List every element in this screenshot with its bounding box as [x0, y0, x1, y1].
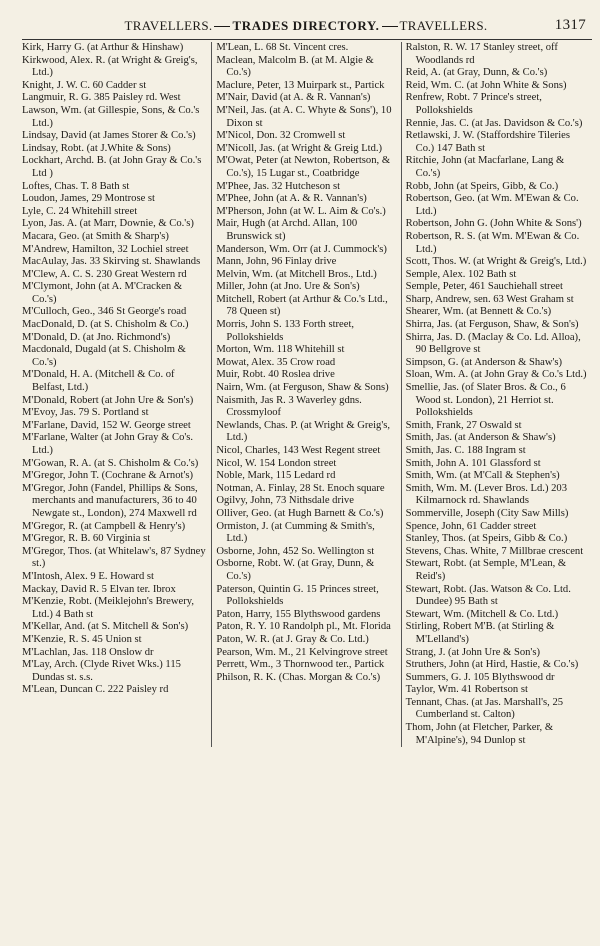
directory-entry: Macdonald, Dugald (at S. Chisholm & Co.'s): [22, 344, 189, 368]
page-number: 1317: [554, 17, 586, 33]
directory-entry: Ogilvy, John, 73 Nithsdale drive: [216, 495, 354, 507]
directory-entry: M'Pherson, John (at W. L. Aim & Co's.): [216, 205, 386, 217]
directory-entry: M'Farlane, David, 152 W. George street: [22, 419, 191, 431]
directory-entry: Stanley, Thos. (at Speirs, Gibb & Co.): [405, 533, 568, 545]
directory-entry: M'Nair, David (at A. & R. Vannan's): [216, 92, 371, 104]
directory-entry: MacDonald, D. (at S. Chisholm & Co.): [22, 319, 189, 331]
directory-entry: Robb, John (at Speirs, Gibb, & Co.): [405, 180, 559, 192]
directory-entry: Smith, Frank, 27 Oswald st: [405, 419, 522, 431]
directory-entry: Smith, Wm. (at M'Call & Stephen's): [405, 470, 560, 482]
directory-entry: Stewart, Robt. (at Semple, M'Lean, & Reid's): [405, 558, 569, 582]
directory-entry: Stirling, Robert M'B. (at Stirling & M'Lelland's): [405, 621, 558, 645]
header-right-title: TRAVELLERS.: [399, 18, 488, 33]
directory-entry: Knight, J. W. C. 60 Cadder st: [22, 79, 147, 91]
directory-entry: Mitchell, Robert (at Arthur & Co.'s Ltd., 78 Queen st): [216, 293, 391, 318]
directory-entry: M'Gowan, R. A. (at S. Chisholm & Co.'s): [22, 457, 199, 469]
directory-entry: Smellie, Jas. (of Slater Bros. & Co., 6 Wood st. London), 21 Herriot st. Pollokshields: [405, 382, 569, 419]
directory-entry: Olliver, Geo. (at Hugh Barnett & Co.'s): [216, 507, 384, 519]
directory-entry: Robertson, John G. (John White & Sons'): [405, 218, 582, 230]
directory-entry: Osborne, John, 452 So. Wellington st: [216, 545, 375, 557]
directory-entry: M'Intosh, Alex. 9 E. Howard st: [22, 570, 154, 582]
directory-entry: Robertson, R. S. (at Wm. M'Ewan & Co. Ltd.): [405, 230, 582, 255]
directory-entry: Paterson, Quintin G. 15 Princes street, Pollokshields: [216, 583, 382, 608]
directory-entry: Nairn, Wm. (at Ferguson, Shaw & Sons): [216, 382, 389, 394]
directory-entry: Reid, Wm. C. (at John White & Sons): [405, 79, 567, 91]
directory-entry: Osborne, Robt. W. (at Gray, Dunn, & Co.'s): [216, 558, 377, 582]
header-rule: [22, 39, 592, 40]
directory-entry: Paton, R. Y. 10 Randolph pl., Mt. Florida: [216, 621, 391, 633]
directory-entry: Langmuir, R. G. 385 Paisley rd. West: [22, 92, 181, 104]
directory-entry: Struthers, John (at Hird, Hastie, & Co.'s): [405, 659, 579, 671]
directory-entry: Strang, J. (at John Ure & Son's): [405, 646, 540, 658]
directory-entry: Noble, Mark, 115 Ledard rd: [216, 470, 336, 482]
directory-entry: Taylor, Wm. 41 Robertson st: [405, 684, 528, 696]
directory-entry: Scott, Thos. W. (at Wright & Greig's, Ltd.): [405, 256, 587, 268]
directory-entry: Ralston, R. W. 17 Stanley street, off Woodlands rd: [405, 42, 561, 66]
directory-entry: Thom, John (at Fletcher, Parker, & M'Alpine's), 94 Dunlop st: [405, 722, 556, 746]
directory-entry: Nicol, W. 154 London street: [216, 457, 337, 469]
directory-entry: M'Gregor, John T. (Cochrane & Arnot's): [22, 470, 193, 482]
directory-entry: Morton, Wm. 118 Whitehill st: [216, 344, 345, 356]
directory-entry: Nicol, Charles, 143 West Regent street: [216, 445, 381, 456]
directory-entry: M'Donald, D. (at Jno. Richmond's): [22, 331, 171, 343]
header-left-title: TRAVELLERS.: [124, 18, 213, 33]
directory-entry: Smith, John A. 101 Glassford st: [405, 457, 541, 469]
directory-entry: M'Gregor, Thos. (at Whitelaw's, 87 Sydney st.): [22, 545, 209, 570]
directory-entry: M'Lean, Duncan C. 222 Paisley rd: [22, 684, 169, 696]
directory-entry: M'Gregor, R. B. 60 Virginia st: [22, 533, 151, 545]
directory-entry: Muir, Robt. 40 Roslea drive: [216, 369, 335, 381]
header-dash-left: [214, 26, 230, 27]
directory-entry: MacAulay, Jas. 33 Skirving st. Shawlands: [22, 256, 201, 268]
directory-entry: M'Donald, Robert (at John Ure & Son's): [22, 394, 194, 406]
directory-entry: Summers, G. J. 105 Blythswood dr: [405, 671, 555, 683]
directory-entry: Smith, Jas. (at Anderson & Shaw's): [405, 432, 556, 444]
directory-entry: Mair, Hugh (at Archd. Allan, 100 Brunswick st): [216, 218, 360, 242]
directory-entry: Mann, John, 96 Finlay drive: [216, 256, 337, 268]
directory-entry: Naismith, Jas R. 3 Waverley gdns. Crossmyloof: [216, 394, 365, 419]
page-header: [22, 16, 590, 36]
directory-entry: Mackay, David R. 5 Elvan ter. Ibrox: [22, 583, 176, 595]
directory-entry: M'Owat, Peter (at Newton, Robertson, & Co.'s), 15 Lugar st., Coatbridge: [216, 155, 393, 179]
directory-entry: Semple, Alex. 102 Bath st: [405, 268, 517, 280]
directory-entry: M'Clew, A. C. S. 230 Great Western rd: [22, 268, 187, 280]
directory-entry: M'Gregor, John (Fandel, Phillips & Sons, merchants and manufacturers, 36 to 40 Newgate st., London), 274 Maxwell rd: [22, 482, 201, 519]
directory-entry: M'Phee, Jas. 32 Hutcheson st: [216, 180, 341, 192]
directory-entry: Smith, Wm. M. (Lever Bros. Ld.) 203 Kilmarnock rd. Shawlands: [405, 482, 570, 507]
directory-entry: Lindsay, Robt. (at J.White & Sons): [22, 142, 171, 154]
directory-entry: M'Evoy, Jas. 79 S. Portland st: [22, 407, 149, 419]
directory-entry: Melvin, Wm. (at Mitchell Bros., Ltd.): [216, 268, 377, 280]
directory-entry: M'Phee, John (at A. & R. Vannan's): [216, 193, 367, 205]
directory-entry: M'Kellar, And. (at S. Mitchell & Son's): [22, 621, 189, 633]
directory-entry: Perrett, Wm., 3 Thornwood ter., Partick: [216, 659, 385, 671]
directory-entry: Smith, Jas. C. 188 Ingram st: [405, 445, 526, 456]
directory-entry: Newlands, Chas. P. (at Wright & Greig's, Ltd.): [216, 419, 393, 444]
directory-entry: Retlawski, J. W. (Staffordshire Tileries Co.) 147 Bath st: [405, 130, 573, 154]
directory-entry: Simpson, G. (at Anderson & Shaw's): [405, 356, 563, 368]
directory-entry: M'Donald, H. A. (Mitchell & Co. of Belfast, Ltd.): [22, 369, 178, 394]
directory-entry: Pearson, Wm. M., 21 Kelvingrove street: [216, 646, 388, 658]
directory-entry: Shirra, Jas. D. (Maclay & Co. Ld. Alloa), 90 Bellgrove st: [405, 331, 584, 356]
directory-entry: M'Lean, L. 68 St. Vincent cres.: [216, 42, 349, 53]
directory-entry: Lindsay, David (at James Storer & Co.'s): [22, 130, 196, 142]
directory-entry: Kirkwood, Alex. R. (at Wright & Greig's, Ltd.): [22, 54, 201, 79]
directory-entry: Mowat, Alex. 35 Crow road: [216, 356, 336, 368]
directory-entry: Maclean, Malcolm B. (at M. Algie & Co.'s): [216, 54, 377, 79]
directory-entry: M'Culloch, Geo., 346 St George's road: [22, 306, 187, 318]
directory-entry: Stewart, Robt. (Jas. Watson & Co. Ltd. Dundee) 95 Bath st: [405, 583, 574, 608]
directory-entry: Sommerville, Joseph (City Saw Mills): [405, 507, 569, 519]
directory-entry: Renfrew, Robt. 7 Prince's street, Pollokshields: [405, 92, 545, 116]
directory-entry: Ritchie, John (at Macfarlane, Lang & Co.'s): [405, 155, 567, 179]
directory-entry: M'Kenzie, Robt. (Meiklejohn's Brewery, Ltd.) 4 Bath st: [22, 596, 197, 620]
listing-columns: [22, 42, 590, 747]
header-dash-right: [382, 26, 398, 27]
directory-entry: M'Nicol, Don. 32 Cromwell st: [216, 130, 346, 142]
directory-entry: Ormiston, J. (at Cumming & Smith's, Ltd.): [216, 520, 378, 545]
directory-entry: Tennant, Chas. (at Jas. Marshall's, 25 Cumberland st. Calton): [405, 696, 566, 721]
directory-entry: Semple, Peter, 461 Sauchiehall street: [405, 281, 563, 293]
directory-entry: Shearer, Wm. (at Bennett & Co.'s): [405, 306, 552, 318]
directory-entry: Manderson, Wm. Orr (at J. Cummock's): [216, 243, 387, 255]
directory-entry: Lawson, Wm. (at Gillespie, Sons, & Co.'s Ltd.): [22, 104, 203, 129]
directory-entry: Notman, A. Finlay, 28 St. Enoch square: [216, 482, 385, 494]
directory-entry: M'Gregor, R. (at Campbell & Henry's): [22, 520, 186, 532]
column-2: [211, 42, 400, 747]
directory-entry: Miller, John (at Jno. Ure & Son's): [216, 281, 360, 293]
directory-entry: Philson, R. K. (Chas. Morgan & Co.'s): [216, 671, 381, 683]
directory-entry: M'Farlane, Walter (at John Gray & Co's. Ltd.): [22, 432, 196, 456]
directory-entry: Paton, W. R. (at J. Gray & Co. Ltd.): [216, 633, 369, 645]
directory-entry: Lyon, Jas. A. (at Marr, Downie, & Co.'s): [22, 218, 194, 230]
directory-entry: Reid, A. (at Gray, Dunn, & Co.'s): [405, 67, 548, 79]
directory-entry: M'Neil, Jas. (at A. C. Whyte & Sons'), 10 Dixon st: [216, 104, 395, 129]
directory-entry: Stewart, Wm. (Mitchell & Co. Ltd.): [405, 608, 559, 620]
directory-entry: M'Andrew, Hamilton, 32 Lochiel street: [22, 243, 189, 255]
directory-entry: Paton, Harry, 155 Blythswood gardens: [216, 608, 381, 620]
directory-entry: Loftes, Chas. T. 8 Bath st: [22, 180, 130, 192]
directory-entry: Stevens, Chas. White, 7 Millbrae crescent: [405, 545, 584, 557]
directory-entry: Lyle, C. 24 Whitehill street: [22, 205, 138, 217]
directory-entry: M'Kenzie, R. S. 45 Union st: [22, 633, 142, 645]
directory-entry: Loudon, James, 29 Montrose st: [22, 193, 156, 205]
directory-entry: M'Lachlan, Jas. 118 Onslow dr: [22, 646, 154, 658]
directory-entry: Macara, Geo. (at Smith & Sharp's): [22, 230, 169, 242]
directory-entry: M'Clymont, John (at A. M'Cracken & Co.'s): [22, 281, 185, 305]
directory-entry: Rennie, Jas. C. (at Jas. Davidson & Co.'s): [405, 117, 583, 129]
column-1: [22, 42, 211, 747]
header-center-title: TRADES DIRECTORY.: [232, 18, 380, 33]
directory-entry: Spence, John, 61 Cadder street: [405, 520, 537, 532]
directory-entry: Robertson, Geo. (at Wm. M'Ewan & Co. Ltd.): [405, 193, 582, 217]
directory-entry: Maclure, Peter, 13 Muirpark st., Partick: [216, 79, 385, 91]
directory-entry: Shirra, Jas. (at Ferguson, Shaw, & Son's): [405, 319, 579, 331]
directory-entry: M'Nicoll, Jas. (at Wright & Greig Ltd.): [216, 142, 383, 154]
directory-entry: Sharp, Andrew, sen. 63 West Graham st: [405, 293, 574, 305]
directory-entry: Lockhart, Archd. B. (at John Gray & Co.'s Ltd ): [22, 155, 204, 179]
directory-entry: Kirk, Harry G. (at Arthur & Hinshaw): [22, 42, 184, 53]
directory-entry: M'Lay, Arch. (Clyde Rivet Wks.) 115 Dundas st. s.s.: [22, 659, 184, 683]
directory-entry: Sloan, Wm. A. (at John Gray & Co.'s Ltd.): [405, 369, 587, 381]
directory-entry: Morris, John S. 133 Forth street, Pollokshields: [216, 319, 357, 343]
column-3: [401, 42, 590, 747]
